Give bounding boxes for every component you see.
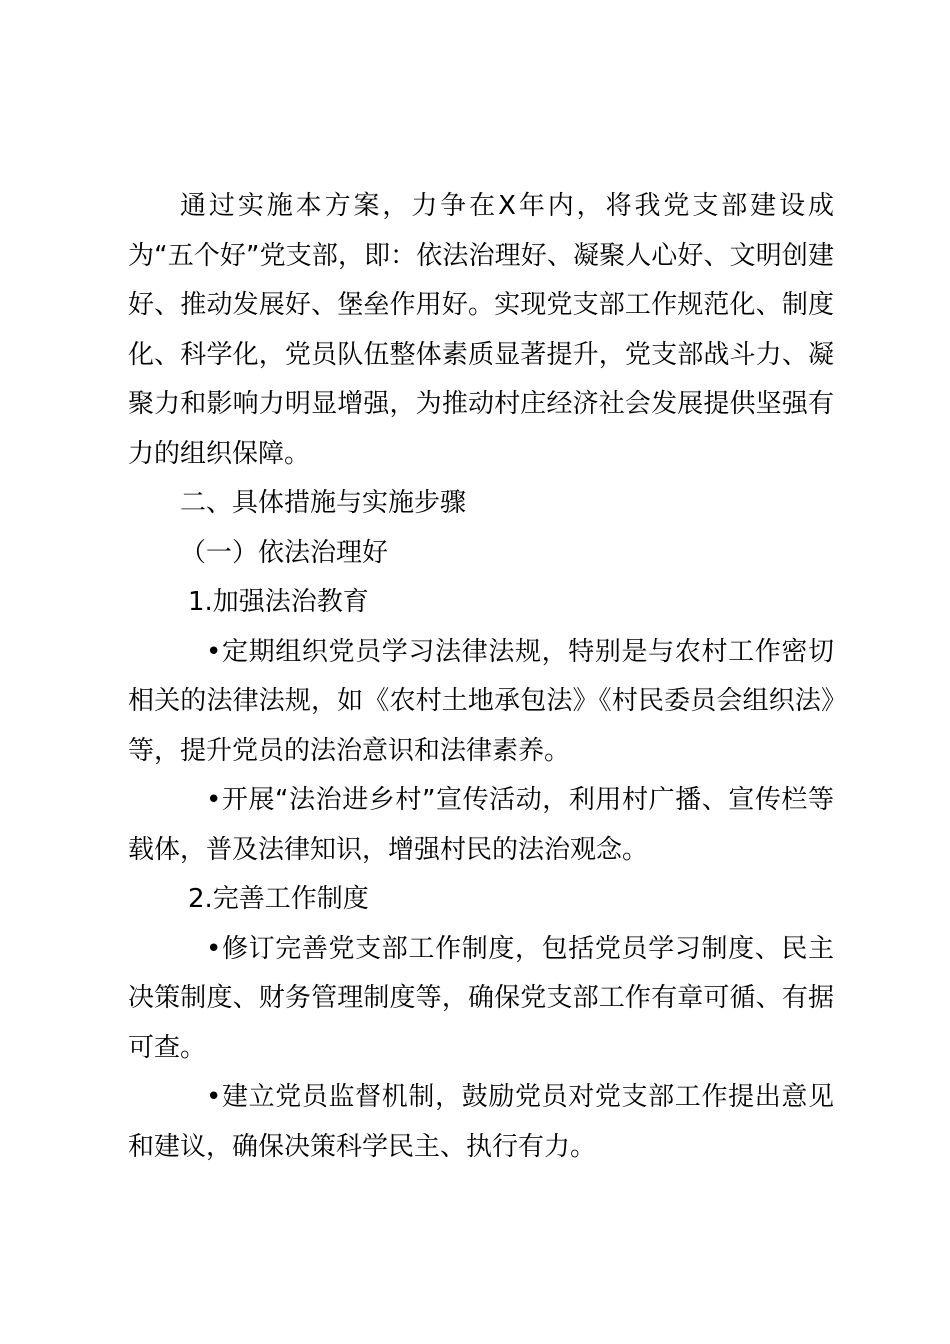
subsection-heading-law: （一）依法治理好 [180, 537, 389, 568]
goal-paragraph: 通过实施本方案，力争在X年内，将我党支部建设成为“五个好”党支部，即：依法治理好、凝聚人心好、文明创建好、推动发展好、堡垒作用好。实现党支部工作规范化、制度化、科学化，党员队伍整体素质显著提升，党支部战斗力、凝聚力和影响力明显增强，为推动村庄经济社会发展提供坚强有力的组织保障。 [128, 191, 834, 469]
bullet-publicity-activity: •开展“法治进乡村”宣传活动，利用村广播、宣传栏等载体，普及法律知识，增强村民的法治观念。 [128, 785, 834, 865]
item-heading-system: 2.完善工作制度 [188, 884, 369, 914]
bullet-study-laws: •定期组织党员学习法律法规，特别是与农村工作密切相关的法律法规，如《农村土地承包法》《村民委员会组织法》等，提升党员的法治意识和法律素养。 [128, 636, 834, 766]
bullet-revise-system: •修订完善党支部工作制度，包括党员学习制度、民主决策制度、财务管理制度等，确保党支部工作有章可循、有据可查。 [128, 933, 834, 1063]
item-heading-education: 1.加强法治教育 [188, 587, 369, 617]
bullet-supervision: •建立党员监督机制，鼓励党员对党支部工作提出意见和建议，确保决策科学民主、执行有力。 [128, 1082, 834, 1162]
section-heading-measures: 二、具体措施与实施步骤 [180, 488, 467, 518]
document-body [128, 182, 834, 1172]
